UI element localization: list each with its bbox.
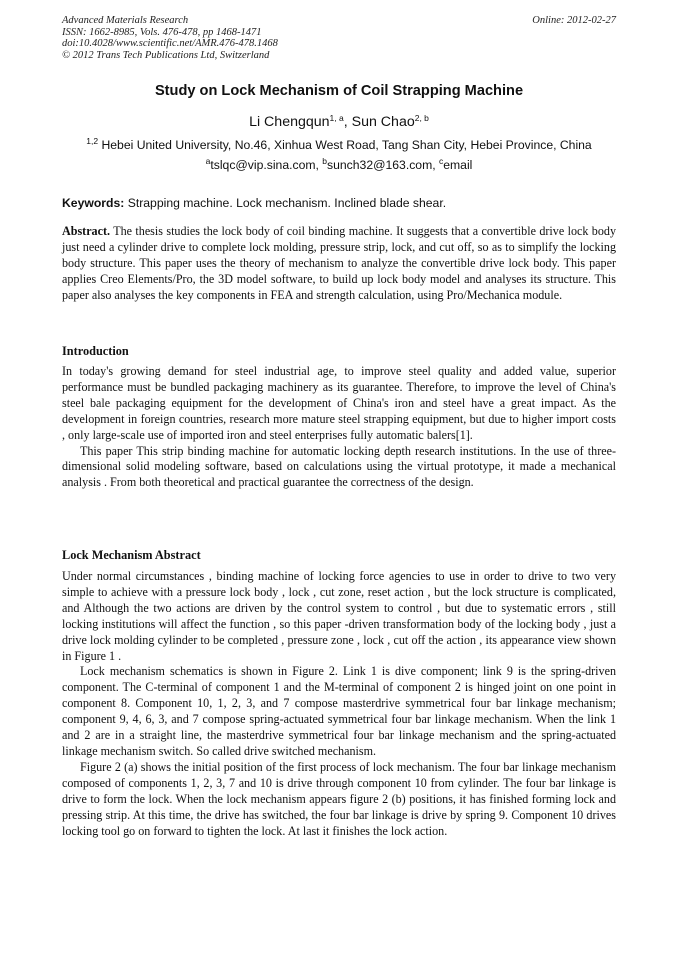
keywords-text: Strapping machine. Lock mechanism. Inclined blade shear. (124, 196, 447, 210)
email-address: tslqc@vip.sina.com, (210, 158, 323, 172)
body-paragraph: In today's growing demand for steel industrial age, to improve steel quality and added value, superior performance must be bundled packaging machinery as its guarantee. Therefore, to improve the level of China's steel bale packaging equipment for the development of China's iron and steel have a great impact. As the development in foreign countries, research more mature steel strapping equipment, but due to higher import costs , only large-scale use of imported iron and steel enterprises fully automatic balers[1]. (62, 364, 616, 442)
email-mark: a (205, 156, 211, 166)
section-body-lock-mechanism (62, 569, 616, 839)
body-paragraph: Figure 2 (a) shows the initial position of the first process of lock mechanism. The four bar linkage mechanism composed of components 1, 2, 3, 7 and 10 is drive through component 10 from cylinder. The four bar linkage is drive to form the lock. When the lock mechanism appears figure 2 (b) positions, it has finished forming lock and pressing strip. At this time, the drive has switched, the four bar linkage is drive by spring 9. Component 10 drives locking tool go on forward to tighten the lock. At last it finishes the lock action. (62, 759, 616, 838)
author-line (62, 112, 616, 132)
author-name: Li Chengqun (249, 114, 330, 130)
paper-title: Study on Lock Mechanism of Coil Strapping Machine (154, 83, 524, 99)
section-heading-lock-mechanism: Lock Mechanism Abstract (62, 548, 201, 562)
author-affil-mark: 1, a (329, 113, 344, 123)
email-line (62, 157, 616, 173)
doi-line: doi:10.4028/www.scientific.net/AMR.476-478.1468 (62, 38, 278, 50)
author-affil-mark: 2, b (414, 113, 429, 123)
section-heading-introduction: Introduction (62, 344, 129, 358)
email-address: email (443, 158, 473, 172)
email-address: sunch32@163.com, (327, 158, 439, 172)
author-name: Sun Chao (351, 114, 415, 130)
author-separator: , (343, 114, 352, 130)
body-paragraph: Lock mechanism schematics is shown in Figure 2. Link 1 is dive component; link 9 is the spring-driven component. The C-terminal of component 1 and the M-terminal of component 2 is hinged joint on one point in component 8. Component 10, 1, 2, 3, and 7 compose masterdrive symmetrical four bar linkage mechanism; component 9, 4, 6, 3, and 7 compose spring-actuated symmetrical four bar linkage mechanism. When the link 1 and 2 are in a straight line, the masterdrive symmetrical four bar linkage mechanism and the spring-actuated linkage mechanism switch. So called drive switched mechanism. (62, 664, 616, 758)
body-paragraph: Under normal circumstances , binding machine of locking force agencies to use in order to drive to two very simple to achieve with a pressure lock body , lock , cut zone, reset action , but the lock structure is complicated, and Although the two actions are driven by the control system to control , but due to systematic errors , still locking institutions will affect the function , so this paper -driven transformation body of the locking body , just a drive lock molding cylinder to be completed , pressure zone , lock , cut off the action , its appearance view shown in Figure 1 . (62, 569, 616, 663)
abstract-label: Abstract. (62, 224, 111, 238)
affiliation-line (62, 137, 616, 153)
journal-header (62, 15, 616, 61)
keywords-label: Keywords: (62, 196, 125, 210)
abstract-paragraph (62, 224, 616, 304)
affiliation-text: Hebei United University, No.46, Xinhua West Road, Tang Shan City, Hebei Province, China (98, 138, 592, 152)
issn-line: ISSN: 1662-8985, Vols. 476-478, pp 1468-1471 (62, 26, 262, 38)
abstract-text: The thesis studies the lock body of coil binding machine. It suggests that a convertible drive lock body just need a cylinder drive to complete lock molding, pressure strip, lock, and cut off, so as to simplify the locking body structure. This paper uses the theory of mechanism to analyze the convertible drive lock body. This paper applies Creo Elements/Pro, the 3D model software, to build up lock body model and analyses its structure. This paper also analyses the key components in FEA and strength calculation, using Pro/Mechanica module. (62, 224, 616, 302)
journal-name: Advanced Materials Research (62, 15, 189, 26)
section-body-introduction (62, 364, 616, 491)
body-paragraph: This paper This strip binding machine for automatic locking depth research institutions. In the use of three-dimensional solid modeling software, based on calculations using the virtual prototype, it made a mechanical analysis . From both theoretical and practical guarantee the correctness of the design. (62, 443, 616, 490)
copyright-line: © 2012 Trans Tech Publications Ltd, Switzerland (62, 49, 270, 61)
email-mark: c (439, 156, 444, 166)
online-date: Online: 2012-02-27 (532, 15, 616, 26)
affiliation-mark: 1,2 (86, 136, 99, 146)
keywords-line (62, 195, 616, 211)
email-mark: b (322, 156, 328, 166)
